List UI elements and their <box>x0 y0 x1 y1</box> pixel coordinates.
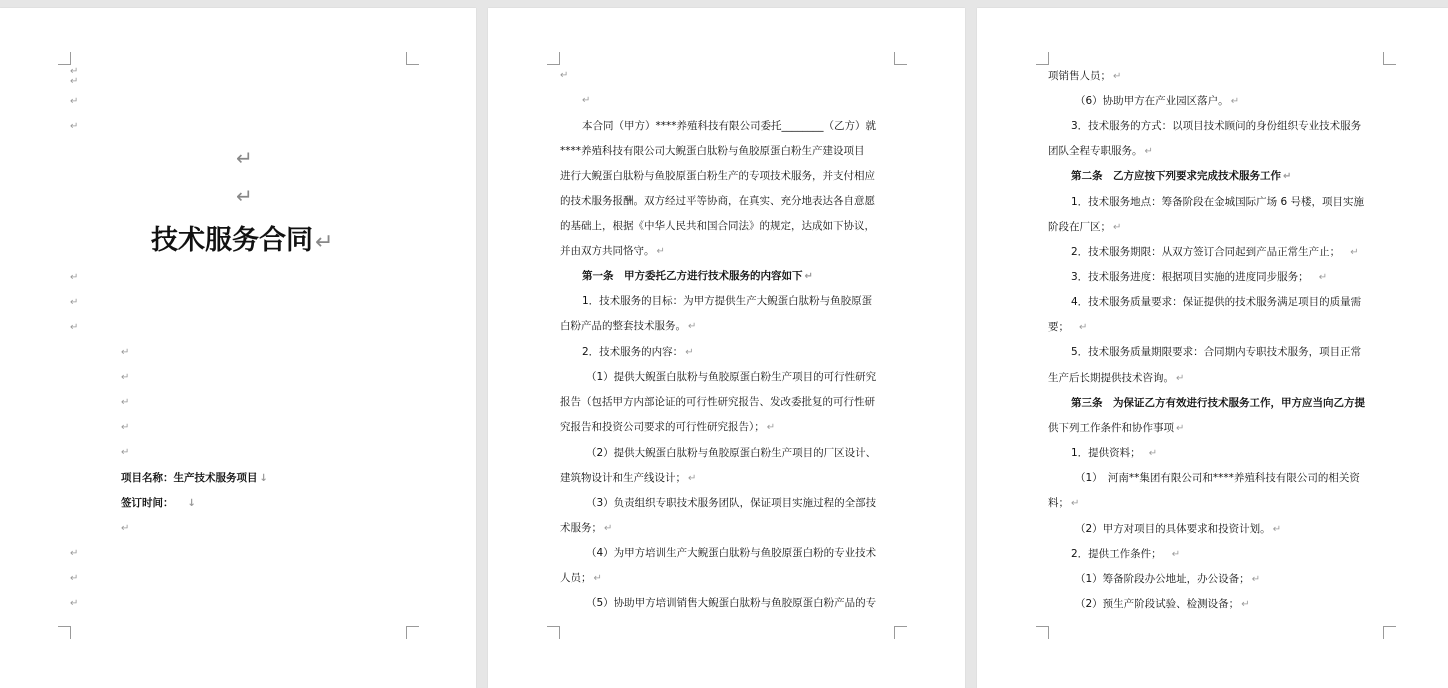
body-line <box>1048 372 1184 385</box>
paragraph-mark: ↵ <box>121 397 130 408</box>
body-line <box>560 170 875 183</box>
paragraph-mark: ↵ <box>593 573 602 584</box>
paragraph-mark: ↵ <box>1176 423 1185 434</box>
body-line <box>1075 472 1360 485</box>
body-line <box>586 547 876 560</box>
paragraph-mark: ↵ <box>1230 96 1240 107</box>
line-text: 白粉产品的整套技术服务。 <box>560 320 686 332</box>
paragraph-mark: ↵ <box>315 230 334 255</box>
paragraph-mark: ↵ <box>70 598 79 609</box>
sign-date-line <box>121 497 196 510</box>
body-line <box>560 220 875 233</box>
body-line <box>560 396 875 409</box>
line-text: （4）为甲方培训生产大鲵蛋白肽粉与鱼胶原蛋白粉的专业技术 <box>586 547 877 559</box>
body-line <box>560 195 875 208</box>
sign-date-text: 签订时间： <box>121 497 174 509</box>
paragraph-mark: ↵ <box>70 76 79 87</box>
body-line <box>560 421 775 434</box>
line-text: 的技术服务报酬。双方经过平等协商，在真实、充分地表达各自意愿 <box>560 195 875 207</box>
paragraph-mark: ↵ <box>70 573 79 584</box>
line-text: （1）提供大鲵蛋白肽粉与鱼胶原蛋白粉生产项目的可行性研究 <box>586 371 877 383</box>
line-text: 4．技术服务质量要求：保证提供的技术服务满足项目的质量需 <box>1071 296 1362 308</box>
document-page-3 <box>977 8 1448 688</box>
paragraph-mark: ↵ <box>582 95 591 106</box>
paragraph-mark: ↵ <box>121 347 130 358</box>
line-text: 的基础上，根据《中华人民共和国合同法》的规定，达成如下协议， <box>560 220 875 232</box>
body-line <box>560 145 865 158</box>
margin-mark-top-left <box>547 52 560 65</box>
line-text: 2．提供工作条件； <box>1071 548 1162 560</box>
margin-mark-top-right <box>406 52 419 65</box>
paragraph-mark: ↵ <box>121 422 130 433</box>
body-line <box>586 447 876 460</box>
body-line <box>1071 120 1361 133</box>
body-line <box>1071 346 1361 359</box>
margin-mark-top-right <box>894 52 907 65</box>
body-line <box>1048 497 1079 510</box>
body-line <box>1075 523 1281 536</box>
line-text: 术服务； <box>560 522 602 534</box>
paragraph-mark: ↵ <box>121 523 130 534</box>
line-text: （3）负责组织专职技术服务团队，保证项目实施过程的全部技 <box>586 497 877 509</box>
line-text: 第三条 为保证乙方有效进行技术服务工作，甲方应当向乙方提 <box>1071 397 1365 409</box>
margin-mark-bottom-right <box>894 626 907 639</box>
body-line <box>560 522 612 535</box>
line-text: 1．技术服务地点：筹备阶段在金城国际广场 6 号楼，项目实施 <box>1071 196 1365 208</box>
body-line <box>1071 548 1180 561</box>
paragraph-mark: ↵ <box>70 121 79 132</box>
line-text: 料； <box>1048 497 1069 509</box>
body-line <box>586 497 876 510</box>
line-text: 5．技术服务质量期限要求：合同期内专职技术服务，项目正常 <box>1071 346 1362 358</box>
paragraph-mark: ↵ <box>685 347 694 358</box>
paragraph-mark: ↵ <box>1171 549 1181 560</box>
paragraph-mark: ↵ <box>688 321 697 332</box>
line-text: ****养殖科技有限公司大鲵蛋白肽粉与鱼胶原蛋白粉生产建设项目 <box>560 145 865 157</box>
paragraph-mark: ↵ <box>1148 448 1158 459</box>
paragraph-mark: ↵ <box>1071 498 1080 509</box>
body-line <box>1071 447 1157 460</box>
body-line <box>1071 271 1327 284</box>
line-break-mark: ↓ <box>259 473 268 484</box>
paragraph-mark: ↵ <box>656 246 665 257</box>
paragraph-mark: ↵ <box>70 66 79 77</box>
line-text: 本合同（甲方）****养殖科技有限公司委托________（乙方）就 <box>582 120 876 132</box>
body-line <box>1048 221 1121 234</box>
margin-mark-top-right <box>1383 52 1396 65</box>
line-text: 3．技术服务进度：根据项目实施的进度同步服务； <box>1071 271 1309 283</box>
paragraph-mark: ↵ <box>236 184 253 208</box>
line-text: 建筑物设计和生产线设计； <box>560 472 686 484</box>
paragraph-mark: ↵ <box>604 523 613 534</box>
document-page-2 <box>488 8 965 688</box>
line-text: 第一条 甲方委托乙方进行技术服务的内容如下 <box>582 270 803 282</box>
paragraph-mark: ↵ <box>1251 574 1261 585</box>
body-line <box>1048 145 1153 158</box>
margin-mark-top-left <box>1036 52 1049 65</box>
body-line <box>582 295 872 308</box>
paragraph-mark: ↵ <box>1283 171 1292 182</box>
article-heading <box>1071 170 1291 183</box>
paragraph-mark: ↵ <box>70 548 79 559</box>
line-text: 2．技术服务期限：从双方签订合同起到产品正常生产止； <box>1071 246 1341 258</box>
project-name-text: 项目名称：生产技术服务项目 <box>121 472 258 484</box>
paragraph-mark: ↵ <box>1272 524 1282 535</box>
project-name-line <box>121 472 268 485</box>
line-text: 3．技术服务的方式：以项目技术顾问的身份组织专业技术服务 <box>1071 120 1362 132</box>
margin-mark-bottom-left <box>58 626 71 639</box>
paragraph-mark: ↵ <box>1241 599 1250 610</box>
line-text: （2）提供大鲵蛋白肽粉与鱼胶原蛋白粉生产项目的厂区设计、 <box>586 447 877 459</box>
line-text: （6）协助甲方在产业园区落户。 <box>1075 95 1229 107</box>
body-line <box>1075 95 1239 108</box>
line-text: 1．提供资料； <box>1071 447 1141 459</box>
body-line <box>560 472 696 485</box>
paragraph-mark: ↵ <box>1079 322 1088 333</box>
paragraph-mark: ↵ <box>560 70 569 81</box>
body-line <box>560 245 665 258</box>
line-text: 人员； <box>560 572 592 584</box>
line-break-mark: ↓ <box>187 498 196 509</box>
paragraph-mark: ↵ <box>688 473 697 484</box>
body-line <box>560 320 696 333</box>
line-text: （1） 河南**集团有限公司和****养殖科技有限公司的相关资 <box>1075 472 1360 484</box>
body-line <box>1075 598 1250 611</box>
body-line <box>1071 246 1359 259</box>
paragraph-mark: ↵ <box>70 297 79 308</box>
body-line <box>582 120 876 133</box>
line-text: （2）预生产阶段试验、检测设备； <box>1075 598 1240 610</box>
margin-mark-top-left <box>58 52 71 65</box>
line-text: 供下列工作条件和协作事项 <box>1048 422 1174 434</box>
line-text: 1．技术服务的目标：为甲方提供生产大鲵蛋白肽粉与鱼胶原蛋 <box>582 295 873 307</box>
body-line <box>1048 422 1184 435</box>
body-line <box>1071 296 1361 309</box>
article-heading <box>582 270 813 283</box>
title-text: 技术服务合同 <box>151 225 313 256</box>
margin-mark-bottom-left <box>1036 626 1049 639</box>
paragraph-mark: ↵ <box>236 146 253 170</box>
body-line <box>1075 573 1260 586</box>
line-text: 进行大鲵蛋白肽粉与鱼胶原蛋白粉生产的专项技术服务，并支付相应 <box>560 170 875 182</box>
paragraph-mark: ↵ <box>121 372 130 383</box>
line-text: 并由双方共同恪守。 <box>560 245 655 257</box>
line-text: 2．技术服务的内容： <box>582 346 684 358</box>
paragraph-mark: ↵ <box>1113 71 1122 82</box>
paragraph-mark: ↵ <box>1318 272 1328 283</box>
paragraph-mark: ↵ <box>766 422 776 433</box>
body-line <box>560 572 602 585</box>
line-text: 团队全程专职服务。 <box>1048 145 1143 157</box>
line-text: 要； <box>1048 321 1069 333</box>
document-title <box>151 225 333 259</box>
document-page-1 <box>0 8 476 688</box>
margin-mark-bottom-left <box>547 626 560 639</box>
body-line <box>1048 321 1087 334</box>
paragraph-mark: ↵ <box>70 272 79 283</box>
line-text: 第二条 乙方应按下列要求完成技术服务工作 <box>1071 170 1281 182</box>
body-line <box>1048 70 1121 83</box>
line-text: （2）甲方对项目的具体要求和投资计划。 <box>1075 523 1271 535</box>
paragraph-mark: ↵ <box>70 96 79 107</box>
paragraph-mark: ↵ <box>804 271 813 282</box>
paragraph-mark: ↵ <box>1144 146 1153 157</box>
line-text: 究报告和投资公司要求的可行性研究报告）； <box>560 421 765 433</box>
article-heading <box>1071 397 1365 410</box>
line-text: （1）筹备阶段办公地址，办公设备； <box>1075 573 1250 585</box>
line-text: 报告（包括甲方内部论证的可行性研究报告、发改委批复的可行性研 <box>560 396 875 408</box>
line-text: （5）协助甲方培训销售大鲵蛋白肽粉与鱼胶原蛋白粉产品的专 <box>586 597 877 609</box>
line-text: 生产后长期提供技术咨询。 <box>1048 372 1174 384</box>
margin-mark-bottom-right <box>1383 626 1396 639</box>
line-text: 项销售人员； <box>1048 70 1111 82</box>
margin-mark-bottom-right <box>406 626 419 639</box>
body-line <box>586 597 876 610</box>
body-line <box>1071 196 1364 209</box>
paragraph-mark: ↵ <box>121 447 130 458</box>
paragraph-mark: ↵ <box>70 322 79 333</box>
paragraph-mark: ↵ <box>1350 247 1359 258</box>
body-line <box>586 371 876 384</box>
line-text: 阶段在厂区； <box>1048 221 1111 233</box>
body-line <box>582 346 694 359</box>
paragraph-mark: ↵ <box>1113 222 1122 233</box>
paragraph-mark: ↵ <box>1176 373 1185 384</box>
